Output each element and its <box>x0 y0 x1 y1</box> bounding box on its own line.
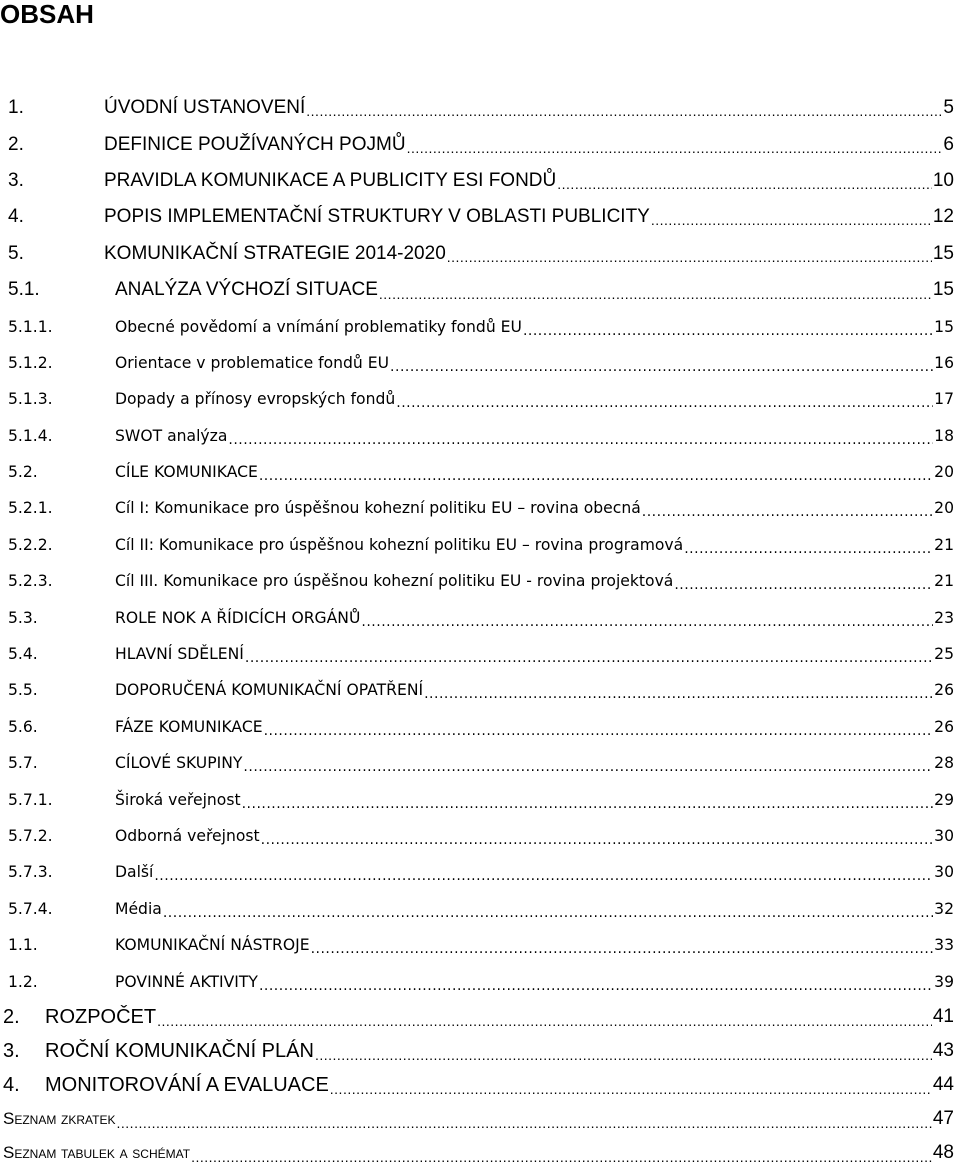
toc-entry[interactable] <box>0 1000 954 1034</box>
toc-entry-label: CÍLE KOMUNIKACE <box>115 463 258 482</box>
dot-leader <box>154 861 933 883</box>
toc-entry-number: 3. <box>3 1039 20 1062</box>
toc-entry-page: 25 <box>934 645 954 664</box>
toc-entry[interactable] <box>0 527 954 563</box>
toc-entry-label: DEFINICE POUŽÍVANÝCH POJMŮ <box>104 133 406 155</box>
toc-entry[interactable] <box>0 745 954 781</box>
toc-entry-label: Orientace v problematice fondů EU <box>115 353 390 372</box>
toc-entry-number: 5.4. <box>8 645 38 664</box>
toc-entry-page: 5 <box>943 97 954 119</box>
dot-leader <box>407 135 943 155</box>
toc-entry-number: 5.1.3. <box>8 390 53 409</box>
toc-entry-label: Cíl II: Komunikace pro úspěšnou kohezní politiku EU – rovina programová <box>115 535 684 554</box>
toc-entry-page: 15 <box>932 279 954 301</box>
toc-entry-label: SWOT analýza <box>115 426 228 445</box>
toc-entry-page: 30 <box>934 827 954 845</box>
toc-entry[interactable] <box>0 599 954 635</box>
toc-entry[interactable] <box>0 891 954 927</box>
toc-entry-label: PRAVIDLA KOMUNIKACE A PUBLICITY ESI FONDŮ <box>104 169 557 191</box>
toc-entry-label: KOMUNIKAČNÍ STRATEGIE 2014-2020 <box>104 242 446 264</box>
toc-entry-page: 23 <box>934 608 954 627</box>
toc-entry-label: Široká veřejnost <box>115 790 241 809</box>
toc-entry-number: 4. <box>3 1073 20 1096</box>
toc-entry-page: 21 <box>934 572 954 591</box>
toc-entry-page: 33 <box>934 936 954 955</box>
dot-leader <box>651 207 932 227</box>
dot-leader <box>245 643 933 665</box>
toc-entry[interactable] <box>0 818 954 854</box>
toc-entry-number: 4. <box>8 206 24 228</box>
dot-leader <box>191 1142 932 1164</box>
toc-entry-label: POPIS IMPLEMENTAČNÍ STRUKTURY V OBLASTI PUBLICITY <box>104 206 650 228</box>
toc-entry[interactable] <box>0 236 954 272</box>
toc-entry[interactable] <box>0 781 954 817</box>
toc-entry-number: 5.1. <box>8 279 40 301</box>
toc-entry-page: 17 <box>934 390 954 409</box>
dot-leader <box>311 934 934 956</box>
toc-entry-page: 44 <box>932 1073 954 1095</box>
toc-entry[interactable] <box>0 1136 954 1170</box>
toc-entry-number: 5.2.2. <box>8 535 53 554</box>
toc-entry-label: ROZPOČET <box>45 1005 157 1028</box>
dot-leader <box>557 171 932 191</box>
toc-entry-label: KOMUNIKAČNÍ NÁSTROJE <box>115 936 310 955</box>
toc-entry-label: ROČNÍ KOMUNIKAČNÍ PLÁN <box>45 1039 314 1062</box>
toc-entry[interactable] <box>0 1034 954 1068</box>
toc-entry[interactable] <box>0 199 954 235</box>
toc-entry-number: 5.7.1. <box>8 790 53 809</box>
toc-entry-label: FÁZE KOMUNIKACE <box>115 717 263 736</box>
toc-entry-number: 5.5. <box>8 681 38 700</box>
toc-entry-number: 5.2. <box>8 463 38 482</box>
toc-entry-number: 5.1.2. <box>8 353 53 372</box>
toc-entry-page: 10 <box>932 169 954 191</box>
toc-entry-number: 5.7.4. <box>8 899 53 918</box>
toc-entry-label: POVINNÉ AKTIVITY <box>115 972 258 991</box>
toc-entry-label: DOPORUČENÁ KOMUNIKAČNÍ OPATŘENÍ <box>115 681 424 700</box>
dot-leader <box>157 1006 932 1028</box>
toc-entry-label: Média <box>115 899 162 918</box>
toc-entry-number: 5.7.3. <box>8 863 53 882</box>
toc-entry-label: Další <box>115 863 154 882</box>
toc-entry-page: 29 <box>934 790 954 809</box>
toc-entry-number: 5.6. <box>8 717 38 736</box>
toc-entry-page: 21 <box>934 535 954 554</box>
toc-entry[interactable] <box>0 126 954 162</box>
toc-entry-number: 3. <box>8 169 24 191</box>
toc-entry-page: 18 <box>934 426 954 445</box>
toc-entry-page: 43 <box>932 1039 954 1061</box>
dot-leader <box>163 898 933 920</box>
dot-leader <box>330 1074 932 1096</box>
toc-entry-label: Cíl III. Komunikace pro úspěšnou kohezní politiku EU - rovina projektová <box>115 572 674 591</box>
dot-leader <box>684 534 933 556</box>
dot-leader <box>243 752 933 774</box>
dot-leader <box>674 570 933 592</box>
toc-entry[interactable] <box>0 636 954 672</box>
toc-entry-number: 5.7.2. <box>8 827 53 845</box>
toc-entry-page: 30 <box>934 863 954 882</box>
toc-entry-label: Dopady a přínosy evropských fondů <box>115 390 396 409</box>
toc-entry-label: Cíl I: Komunikace pro úspěšnou kohezní politiku EU – rovina obecná <box>115 499 641 518</box>
dot-leader <box>424 679 933 701</box>
dot-leader <box>642 497 933 519</box>
dot-leader <box>447 244 932 264</box>
toc-entry[interactable] <box>0 345 954 381</box>
dot-leader <box>379 279 932 301</box>
dot-leader <box>396 388 933 410</box>
toc-entry-label: Odborná veřejnost <box>115 827 260 845</box>
dot-leader <box>117 1108 932 1130</box>
toc-entry-page: 16 <box>934 353 954 372</box>
page-title: OBSAH <box>0 0 94 29</box>
toc-entry-label: Seznam tabulek a schémat <box>3 1142 191 1162</box>
toc-entry-number: 5.1.4. <box>8 426 53 445</box>
toc-entry-page: 47 <box>932 1107 954 1129</box>
dot-leader <box>523 316 933 338</box>
toc-entry-number: 5.1.1. <box>8 317 53 336</box>
dot-leader <box>390 352 933 374</box>
toc-entry-page: 39 <box>934 972 954 991</box>
toc-entry-number: 1.1. <box>8 936 38 955</box>
toc-entry-number: 1.2. <box>8 972 38 991</box>
toc-entry[interactable] <box>0 563 954 599</box>
toc-entry-page: 32 <box>934 899 954 918</box>
dot-leader <box>259 971 933 993</box>
toc-entry-label: ANALÝZA VÝCHOZÍ SITUACE <box>115 279 378 301</box>
toc-entry-number: 5.3. <box>8 608 38 627</box>
toc-entry-page: 48 <box>932 1141 954 1163</box>
toc-entry-page: 15 <box>932 242 954 264</box>
toc-entry[interactable] <box>0 272 954 308</box>
dot-leader <box>315 1040 932 1062</box>
toc-entry-number: 2. <box>3 1005 20 1028</box>
table-of-contents <box>0 90 960 1170</box>
toc-entry-page: 26 <box>934 681 954 700</box>
toc-entry[interactable] <box>0 490 954 526</box>
toc-entry-page: 41 <box>932 1005 954 1027</box>
toc-entry-label: CÍLOVÉ SKUPINY <box>115 754 243 773</box>
toc-entry[interactable] <box>0 163 954 199</box>
toc-entry[interactable] <box>0 709 954 745</box>
toc-entry-label: Seznam zkratek <box>3 1108 116 1128</box>
toc-entry[interactable] <box>0 454 954 490</box>
toc-entry-page: 20 <box>934 463 954 482</box>
toc-entry-number: 5.7. <box>8 754 38 773</box>
toc-entry-label: MONITOROVÁNÍ A EVALUACE <box>45 1073 329 1096</box>
toc-entry-page: 12 <box>932 206 954 228</box>
dot-leader <box>242 789 934 811</box>
dot-leader <box>264 716 934 738</box>
dot-leader <box>228 425 933 447</box>
toc-entry[interactable] <box>0 1068 954 1102</box>
toc-entry-number: 5.2.1. <box>8 499 53 518</box>
toc-entry-label: Obecné povědomí a vnímání problematiky fondů EU <box>115 317 522 336</box>
toc-entry-number: 5.2.3. <box>8 572 53 591</box>
dot-leader <box>261 825 934 847</box>
toc-entry[interactable] <box>0 381 954 417</box>
toc-entry[interactable] <box>0 1102 954 1136</box>
toc-entry-label: HLAVNÍ SDĚLENÍ <box>115 645 244 664</box>
toc-entry[interactable] <box>0 854 954 890</box>
toc-entry-page: 15 <box>934 317 954 336</box>
toc-entry[interactable] <box>0 963 954 999</box>
toc-entry[interactable] <box>0 672 954 708</box>
toc-entry-label: ÚVODNÍ USTANOVENÍ <box>104 97 306 119</box>
dot-leader <box>259 461 933 483</box>
toc-entry[interactable] <box>0 308 954 344</box>
toc-entry-label: ROLE NOK A ŘÍDICÍCH ORGÁNŮ <box>115 608 361 627</box>
toc-entry-number: 2. <box>8 133 24 155</box>
toc-entry-number: 5. <box>8 242 24 264</box>
dot-leader <box>361 607 933 629</box>
toc-entry[interactable] <box>0 418 954 454</box>
toc-entry-number: 1. <box>8 97 24 119</box>
toc-entry[interactable] <box>0 90 954 126</box>
toc-entry-page: 6 <box>943 133 954 155</box>
toc-entry-page: 20 <box>934 499 954 518</box>
toc-entry-page: 28 <box>934 754 954 773</box>
dot-leader <box>306 98 942 118</box>
toc-entry-page: 26 <box>934 717 954 736</box>
toc-entry[interactable] <box>0 927 954 963</box>
